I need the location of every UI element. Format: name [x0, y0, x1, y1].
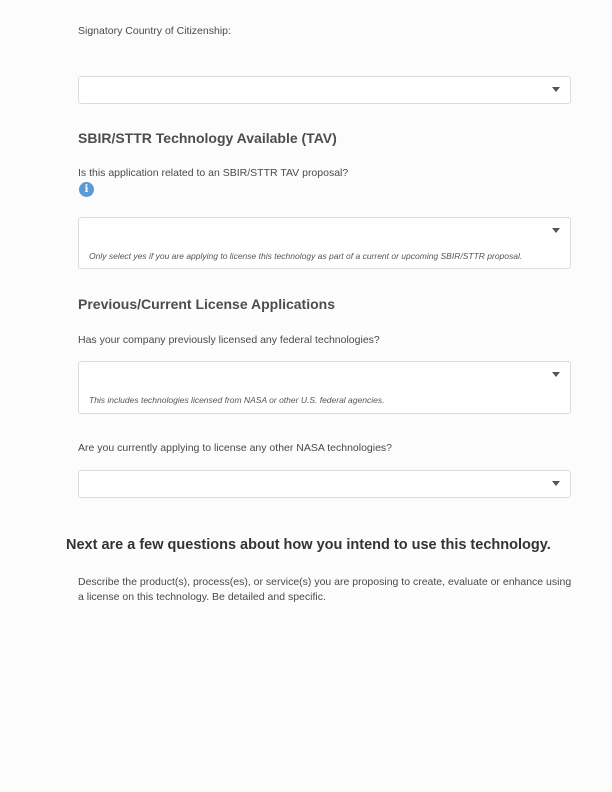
- current-license-question: Are you currently applying to license any other NASA technologies?: [78, 442, 393, 454]
- chevron-down-icon: [552, 481, 560, 486]
- license-apps-section-title: Previous/Current License Applications: [78, 296, 335, 312]
- current-license-select[interactable]: [78, 470, 571, 498]
- tav-section-title: SBIR/STTR Technology Available (TAV): [78, 130, 337, 146]
- previous-license-hint: This includes technologies licensed from NASA or other U.S. federal agencies.: [89, 395, 385, 405]
- chevron-down-icon: [552, 228, 560, 233]
- usage-section-title: Next are a few questions about how you intend to use this technology.: [66, 537, 551, 553]
- tav-select[interactable]: [78, 217, 571, 269]
- tav-hint: Only select yes if you are applying to license this technology as part of a current or upcoming SBIR/STTR proposal.: [89, 251, 523, 261]
- citizenship-label: Signatory Country of Citizenship:: [78, 25, 231, 37]
- previous-license-question: Has your company previously licensed any federal technologies?: [78, 334, 380, 346]
- citizenship-select[interactable]: [78, 76, 571, 104]
- previous-license-select[interactable]: [78, 361, 571, 414]
- info-icon[interactable]: i: [79, 182, 94, 197]
- chevron-down-icon: [552, 87, 560, 92]
- usage-description: Describe the product(s), process(es), or service(s) you are proposing to create, evaluate or enhance using a license on this technology. Be detailed and specific.: [78, 576, 572, 603]
- chevron-down-icon: [552, 372, 560, 377]
- tav-question-label: Is this application related to an SBIR/STTR TAV proposal?: [78, 167, 349, 179]
